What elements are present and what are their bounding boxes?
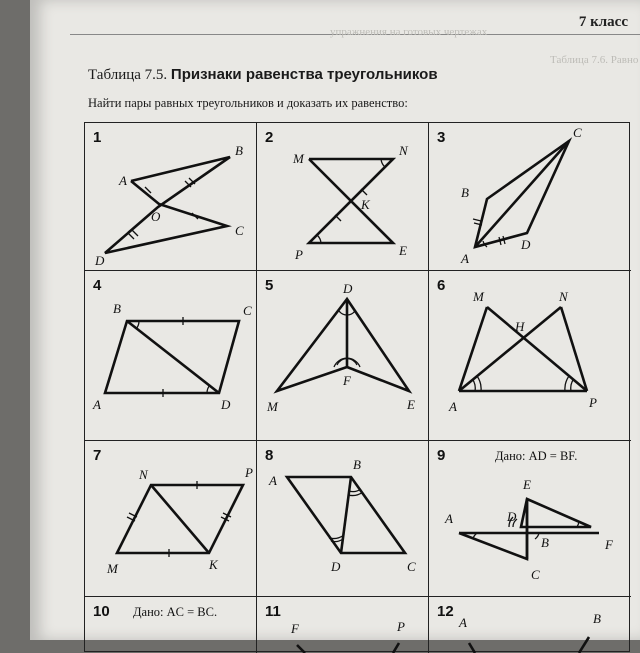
point-d-label: D [221, 397, 231, 412]
point-b-label: B [113, 301, 121, 316]
cell-11 [257, 597, 429, 653]
point-a-label: A [269, 473, 277, 488]
point-p-label: P [245, 465, 253, 480]
figure-12 [429, 597, 631, 653]
point-d-label: D [507, 509, 517, 524]
point-f-label: F [291, 621, 299, 636]
point-e-label: E [399, 243, 407, 258]
point-a-label: A [445, 511, 453, 526]
point-n-label: N [559, 289, 568, 304]
cell-number: 9 [437, 447, 446, 464]
point-b-label: B [461, 185, 469, 200]
cell-number: 12 [437, 603, 454, 620]
faint-next-table-title: Таблица 7.6. Равно [550, 54, 639, 66]
cell-2 [257, 123, 429, 271]
point-k-label: K [209, 557, 218, 572]
point-n-label: N [139, 467, 148, 482]
cell-number: 11 [265, 603, 281, 620]
point-e-label: E [523, 477, 531, 492]
point-a-label: A [449, 399, 457, 414]
cell-number: 10 [93, 603, 110, 620]
point-o-label: O [151, 209, 161, 224]
cell-6 [429, 271, 631, 441]
figures-grid [84, 122, 630, 652]
point-m-label: M [473, 289, 484, 304]
point-c-label: C [573, 125, 582, 140]
point-c-label: C [407, 559, 416, 574]
figure-3 [429, 123, 631, 271]
point-p-label: P [397, 619, 405, 634]
figure-11 [257, 597, 429, 653]
point-k-label: K [361, 197, 370, 212]
point-n-label: N [399, 143, 408, 158]
faint-header-text: упражнения на готовых чертежах [330, 26, 488, 38]
cell-12 [429, 597, 631, 653]
point-m-label: M [293, 151, 304, 166]
grade-label: 7 класс [578, 14, 628, 30]
cell-3 [429, 123, 631, 271]
point-m-label: M [267, 399, 278, 414]
figure-6 [429, 271, 631, 441]
task-instruction: Найти пары равных треугольников и доказать их равенство: [88, 96, 408, 110]
table-heading: Признаки равенства треугольников [170, 66, 438, 83]
textbook-page [30, 0, 640, 640]
point-d-label: D [521, 237, 531, 252]
table-number: Таблица 7.5. [88, 67, 168, 83]
figure-5 [257, 271, 429, 441]
point-a-label: A [119, 173, 127, 188]
point-h-label: H [515, 319, 525, 334]
point-f-label: F [343, 373, 351, 388]
cell-10 [85, 597, 257, 653]
point-a-label: A [93, 397, 101, 412]
figure-1 [85, 123, 257, 271]
given-condition: Дано: AD = BF. [495, 449, 578, 463]
point-d-label: D [343, 281, 353, 296]
figure-8 [257, 441, 429, 597]
given-condition: Дано: AC = BC. [133, 605, 218, 619]
figure-7 [85, 441, 257, 597]
figure-2 [257, 123, 429, 271]
point-c-label: C [243, 303, 252, 318]
point-b-label: B [593, 611, 601, 626]
point-e-label: E [407, 397, 415, 412]
point-a-label: A [459, 615, 467, 630]
cell-number: 3 [437, 129, 446, 146]
cell-number: 2 [265, 129, 274, 146]
point-b-label: B [541, 535, 549, 550]
point-c-label: C [531, 567, 540, 582]
cell-9 [429, 441, 631, 597]
point-c-label: C [235, 223, 244, 238]
figure-4 [85, 271, 257, 441]
cell-number: 8 [265, 447, 274, 464]
cell-7 [85, 441, 257, 597]
cell-5 [257, 271, 429, 441]
table-title [88, 66, 438, 84]
point-m-label: M [107, 561, 118, 576]
cell-8 [257, 441, 429, 597]
figure-9 [429, 441, 631, 597]
point-b-label: B [235, 143, 243, 158]
point-p-label: P [589, 395, 597, 410]
cell-number: 4 [93, 277, 102, 294]
point-f-label: F [605, 537, 613, 552]
point-a-label: A [461, 251, 469, 266]
cell-number: 5 [265, 277, 274, 294]
cell-number: 6 [437, 277, 446, 294]
point-d-label: D [95, 253, 105, 268]
cell-number: 1 [93, 129, 102, 146]
cell-4 [85, 271, 257, 441]
cell-1 [85, 123, 257, 271]
point-d-label: D [331, 559, 341, 574]
cell-number: 7 [93, 447, 102, 464]
point-b-label: B [353, 457, 361, 472]
point-p-label: P [295, 247, 303, 262]
